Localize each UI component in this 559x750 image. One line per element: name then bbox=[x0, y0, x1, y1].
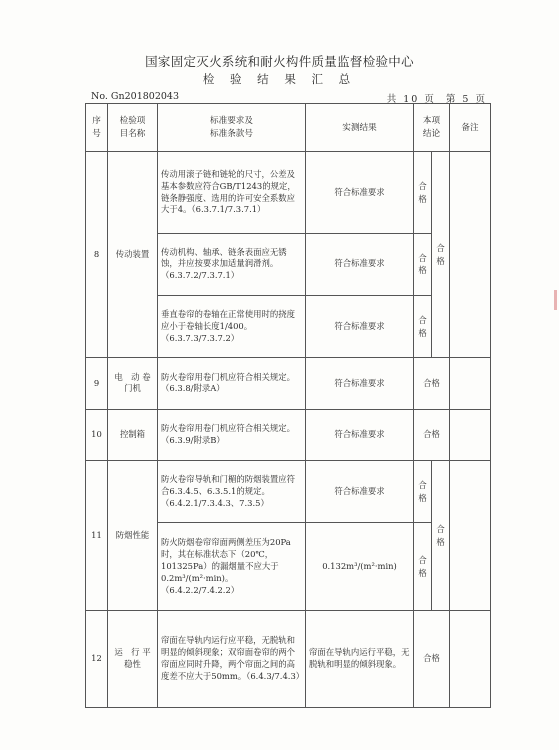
header-seq: 序 号 bbox=[86, 104, 108, 152]
row-8-remark bbox=[450, 152, 491, 358]
row-8-conclusion-2: 合格 bbox=[414, 233, 432, 295]
page-total: 共 10 页 bbox=[386, 94, 436, 105]
row-8-result-1: 符合标准要求 bbox=[306, 152, 414, 234]
row-12-conclusion: 合格 bbox=[414, 611, 450, 708]
report-title: 检 验 结 果 汇 总 bbox=[202, 72, 357, 86]
header-item: 检验项 目名称 bbox=[108, 104, 158, 152]
row-12-seq: 12 bbox=[86, 611, 108, 708]
row-10-item: 控制箱 bbox=[108, 409, 158, 460]
row-11-conclusion-2: 合格 bbox=[414, 523, 432, 611]
row-8-conclusion-3: 合格 bbox=[414, 296, 432, 358]
table-row bbox=[86, 611, 491, 708]
row-8-req-3: 垂直卷帘的卷轴在正常使用时的挠度应小于卷轴长度1/400。（6.3.7.3/7.3.7.2） bbox=[158, 296, 306, 358]
row-8-req-1: 传动用滚子链和链轮的尺寸，公差及基本参数应符合GB/T1243的规定，链条静强度、选用的许可安全系数应大于4。（6.3.7.1/7.3.7.1） bbox=[158, 152, 306, 234]
table-row bbox=[86, 358, 491, 409]
seal-edge-mark bbox=[554, 290, 557, 310]
row-8-overall: 合格 bbox=[432, 152, 450, 358]
table-row bbox=[86, 409, 491, 460]
table-row bbox=[86, 461, 491, 523]
row-10-result: 符合标准要求 bbox=[306, 409, 414, 460]
row-11-remark bbox=[450, 461, 491, 611]
row-9-seq: 9 bbox=[86, 358, 108, 409]
header-standard: 标准要求及 标准条款号 bbox=[158, 104, 306, 152]
page-current: 第 5 页 bbox=[445, 94, 487, 105]
row-10-seq: 10 bbox=[86, 409, 108, 460]
row-11-result-2: 0.132m³/(m²·min) bbox=[306, 523, 414, 611]
row-10-req: 防火卷帘用卷门机应符合相关规定。（6.3.9/附录B） bbox=[158, 409, 306, 460]
inspection-results-table bbox=[85, 103, 491, 708]
row-10-remark bbox=[450, 409, 491, 460]
row-8-result-2: 符合标准要求 bbox=[306, 233, 414, 295]
row-9-conclusion: 合格 bbox=[414, 358, 450, 409]
row-8-seq: 8 bbox=[86, 152, 108, 358]
row-12-req: 帘面在导轨内运行应平稳，无脱轨和明显的倾斜现象；双帘面卷帘的两个帘面应同时升降，两个帘面之间的高度差不应大于50mm。（6.4.3/7.4.3） bbox=[158, 611, 306, 708]
row-9-item: 电 动 卷门机 bbox=[108, 358, 158, 409]
row-11-result-1: 符合标准要求 bbox=[306, 461, 414, 523]
row-8-conclusion-1: 合格 bbox=[414, 152, 432, 234]
row-9-remark bbox=[450, 358, 491, 409]
document-number: No. Gn201802043 bbox=[91, 91, 180, 102]
row-11-overall: 合格 bbox=[432, 461, 450, 611]
row-12-item: 运 行 平稳性 bbox=[108, 611, 158, 708]
row-9-result: 符合标准要求 bbox=[306, 358, 414, 409]
header-conclusion: 本项 结论 bbox=[414, 104, 450, 152]
row-11-req-1: 防火卷帘导轨和门楣的防烟装置应符合6.3.4.5、6.3.5.1的规定。（6.4.2.1/7.3.4.3、7.3.5） bbox=[158, 461, 306, 523]
row-8-result-3: 符合标准要求 bbox=[306, 296, 414, 358]
header-result: 实测结果 bbox=[306, 104, 414, 152]
table-row bbox=[86, 152, 491, 234]
org-title: 国家固定灭火系统和耐火构件质量监督检验中心 bbox=[145, 54, 414, 69]
row-12-result: 帘面在导轨内运行平稳，无脱轨和明显的倾斜现象。 bbox=[306, 611, 414, 708]
row-9-req: 防火卷帘用卷门机应符合相关规定。（6.3.8/附录A） bbox=[158, 358, 306, 409]
header-remark: 备注 bbox=[450, 104, 491, 152]
row-12-remark bbox=[450, 611, 491, 708]
row-10-conclusion: 合格 bbox=[414, 409, 450, 460]
row-11-req-2: 防火防烟卷帘帘面两侧差压为20Pa时，其在标准状态下（20℃，101325Pa）的漏烟量不应大于0.2m³/(m²·min)。（6.4.2.2/7.4.2.2） bbox=[158, 523, 306, 611]
row-11-seq: 11 bbox=[86, 461, 108, 611]
table-header-row bbox=[86, 104, 491, 152]
row-11-conclusion-1: 合格 bbox=[414, 461, 432, 523]
row-11-item: 防烟性能 bbox=[108, 461, 158, 611]
row-8-req-2: 传动机构、轴承、链条表面应无锈蚀，并应按要求加适量润滑剂。（6.3.7.2/7.3.7.1） bbox=[158, 233, 306, 295]
row-8-item: 传动装置 bbox=[108, 152, 158, 358]
